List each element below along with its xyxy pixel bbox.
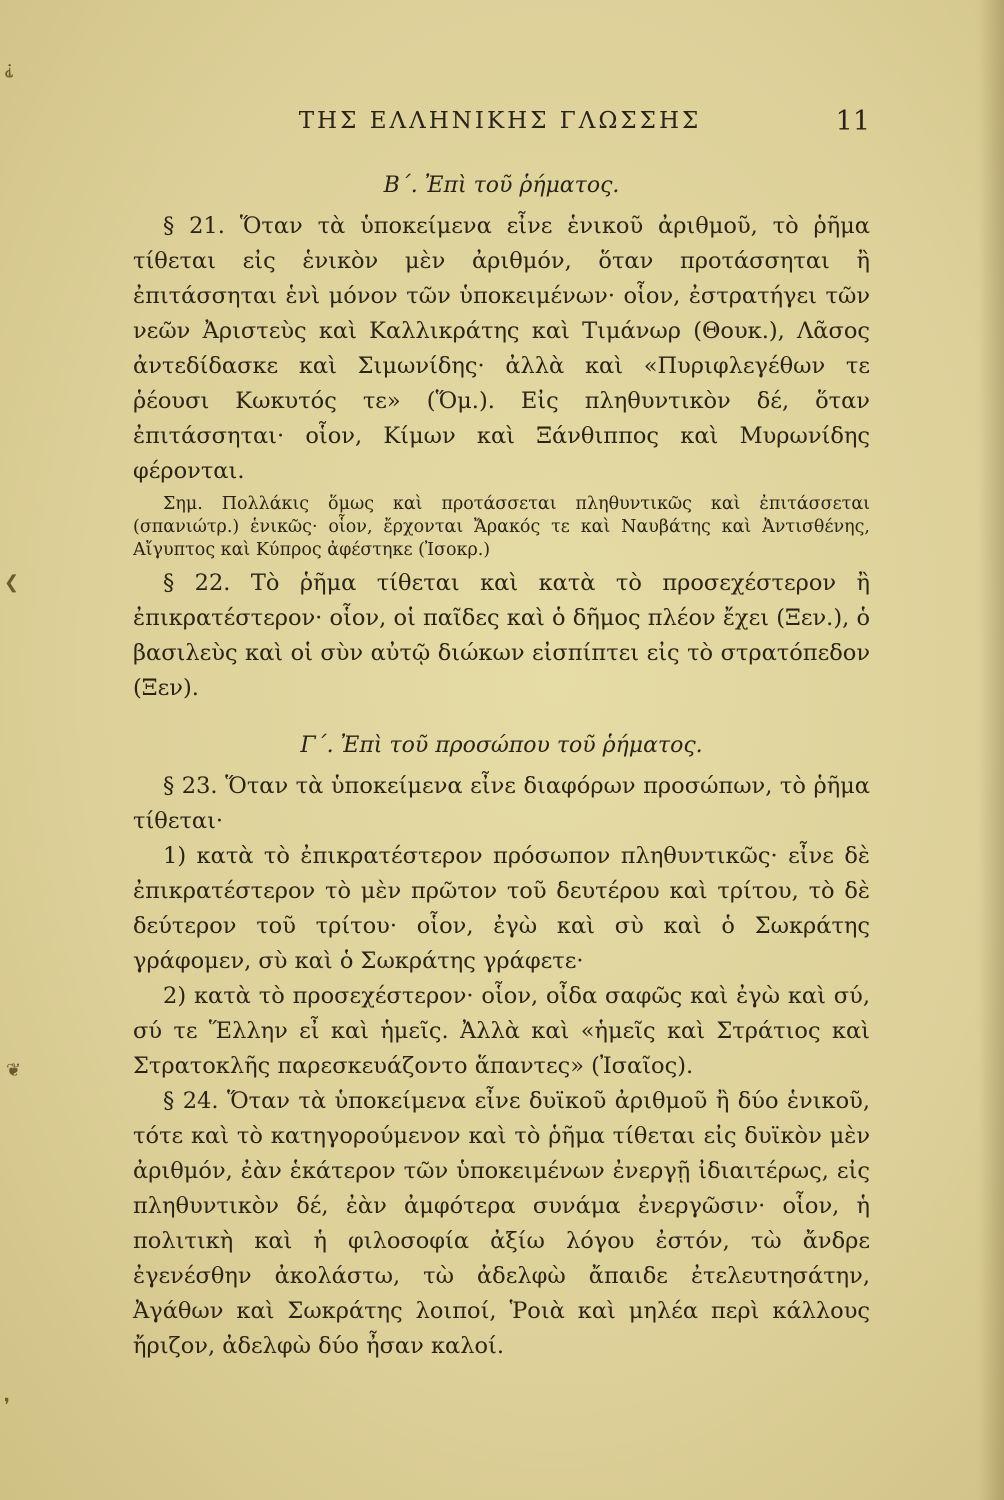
margin-mark: ❮ <box>4 572 20 593</box>
paragraph-21: § 21. Ὅταν τὰ ὑποκείμενα εἶνε ἑνικοῦ ἀριθμοῦ, τὸ ῥῆμα τίθεται εἰς ἑνικὸν μὲν ἀριθμόν, ὅταν προτάσσηται ἢ ἐπιτάσσηται ἑνὶ μόνον τῶν ὑποκειμένων· οἷον, ἐστρατήγει τῶν νεῶν Ἀριστεὺς καὶ Καλλικράτης καὶ Τιμάνωρ (Θουκ.), Λᾶσος ἀντεδίδασκε καὶ Σιμωνίδης· ἀλλὰ καὶ «Πυριφλεγέθων τε ῥέουσι Κωκυτός τε» (Ὅμ.). Εἰς πληθυντικὸν δέ, ὅταν ἐπιτάσσηται· οἷον, Κίμων καὶ Ξάνθιππος καὶ Μυρωνίδης φέρονται. <box>133 213 870 484</box>
paragraph-23: § 23. Ὅταν τὰ ὑποκείμενα εἶνε διαφόρων προσώπων, τὸ ῥῆμα τίθεται· <box>133 773 870 834</box>
running-title: ΤΗΣ ΕΛΛΗΝΙΚΗΣ ΓΛΩΣΣΗΣ <box>298 108 702 134</box>
margin-mark: ❦ <box>6 1060 22 1081</box>
page-edge-shadow <box>978 0 1004 1500</box>
paragraph-24: § 24. Ὅταν τὰ ὑποκείμενα εἶνε δυϊκοῦ ἀριθμοῦ ἢ δύο ἑνικοῦ, τότε καὶ τὸ κατηγορούμενον καὶ τὸ ῥῆμα τίθεται εἰς δυϊκὸν μὲν ἀριθμόν, ἐὰν ἑκάτερον τῶν ὑποκειμένων ἐνεργῇ ἰδιαιτέρως, εἰς πληθυντικὸν δέ, ἐὰν ἀμφότερα συνάμα ἐνεργῶσιν· οἷον, ἡ πολιτικὴ καὶ ἡ φιλοσοφία ἀξίω λόγου ἐστόν, τὼ ἄνδρε ἐγενέσθην ἀκολάστω, τὼ ἀδελφὼ ἄπαιδε ἐτελευτησάτην, Ἀγάθων καὶ Σωκράτης λοιποί, Ῥοιὰ καὶ μηλέα περὶ κάλλους ἤριζον, ἀδελφὼ δύο ἦσαν καλοί. <box>133 1088 870 1359</box>
section-heading-c: Γ΄. Ἐπὶ τοῦ προσώπου τοῦ ῥήματος. <box>300 733 703 758</box>
note-21: Σημ. Πολλάκις ὅμως καὶ προτάσσεται πληθυντικῶς καὶ ἐπιτάσσεται (σπανιώτρ.) ἑνικῶς· οἷον, ἔρχονται Ἄρακός τε καὶ Ναυβάτης καὶ Ἀντισθένης, Αἴγυπτος καὶ Κύπρος ἀφέστηκε (Ἰσοκρ.) <box>133 494 870 560</box>
page-body <box>133 160 870 1364</box>
paragraph-23-item-1: 1) κατὰ τὸ ἐπικρατέστερον πρόσωπον πληθυντικῶς· εἶνε δὲ ἐπικρατέστερον τὸ μὲν πρῶτον τοῦ δευτέρου καὶ τρίτου, τὸ δὲ δεύτερον τοῦ τρίτου· οἷον, ἐγὼ καὶ σὺ καὶ ὁ Σωκράτης γράφομεν, σὺ καὶ ὁ Σωκράτης γράφετε· <box>133 843 870 974</box>
margin-mark: ⸘ <box>4 58 14 79</box>
paragraph-22: § 22. Τὸ ῥῆμα τίθεται καὶ κατὰ τὸ προσεχέστερον ἢ ἐπικρατέστερον· οἷον, οἱ παῖδες καὶ ὁ δῆμος πλέον ἔχει (Ξεν.), ὁ βασιλεὺς καὶ οἱ σὺν αὐτῷ διώκων εἰσπίπτει εἰς τὸ στρατόπεδον (Ξεν). <box>133 570 870 701</box>
margin-mark: ❜ <box>4 1395 10 1416</box>
section-heading-b: Β΄. Ἐπὶ τοῦ ῥήματος. <box>383 173 620 198</box>
paragraph-23-item-2: 2) κατὰ τὸ προσεχέστερον· οἷον, οἶδα σαφῶς καὶ ἐγὼ καὶ σύ, σύ τε Ἕλλην εἶ καὶ ἡμεῖς. Ἀλλὰ καὶ «ἡμεῖς καὶ Στράτιος καὶ Στρατοκλῆς παρεσκευάζοντο ἅπαντες» (Ἰσαῖος). <box>133 983 870 1079</box>
page-number: 11 <box>835 106 870 137</box>
